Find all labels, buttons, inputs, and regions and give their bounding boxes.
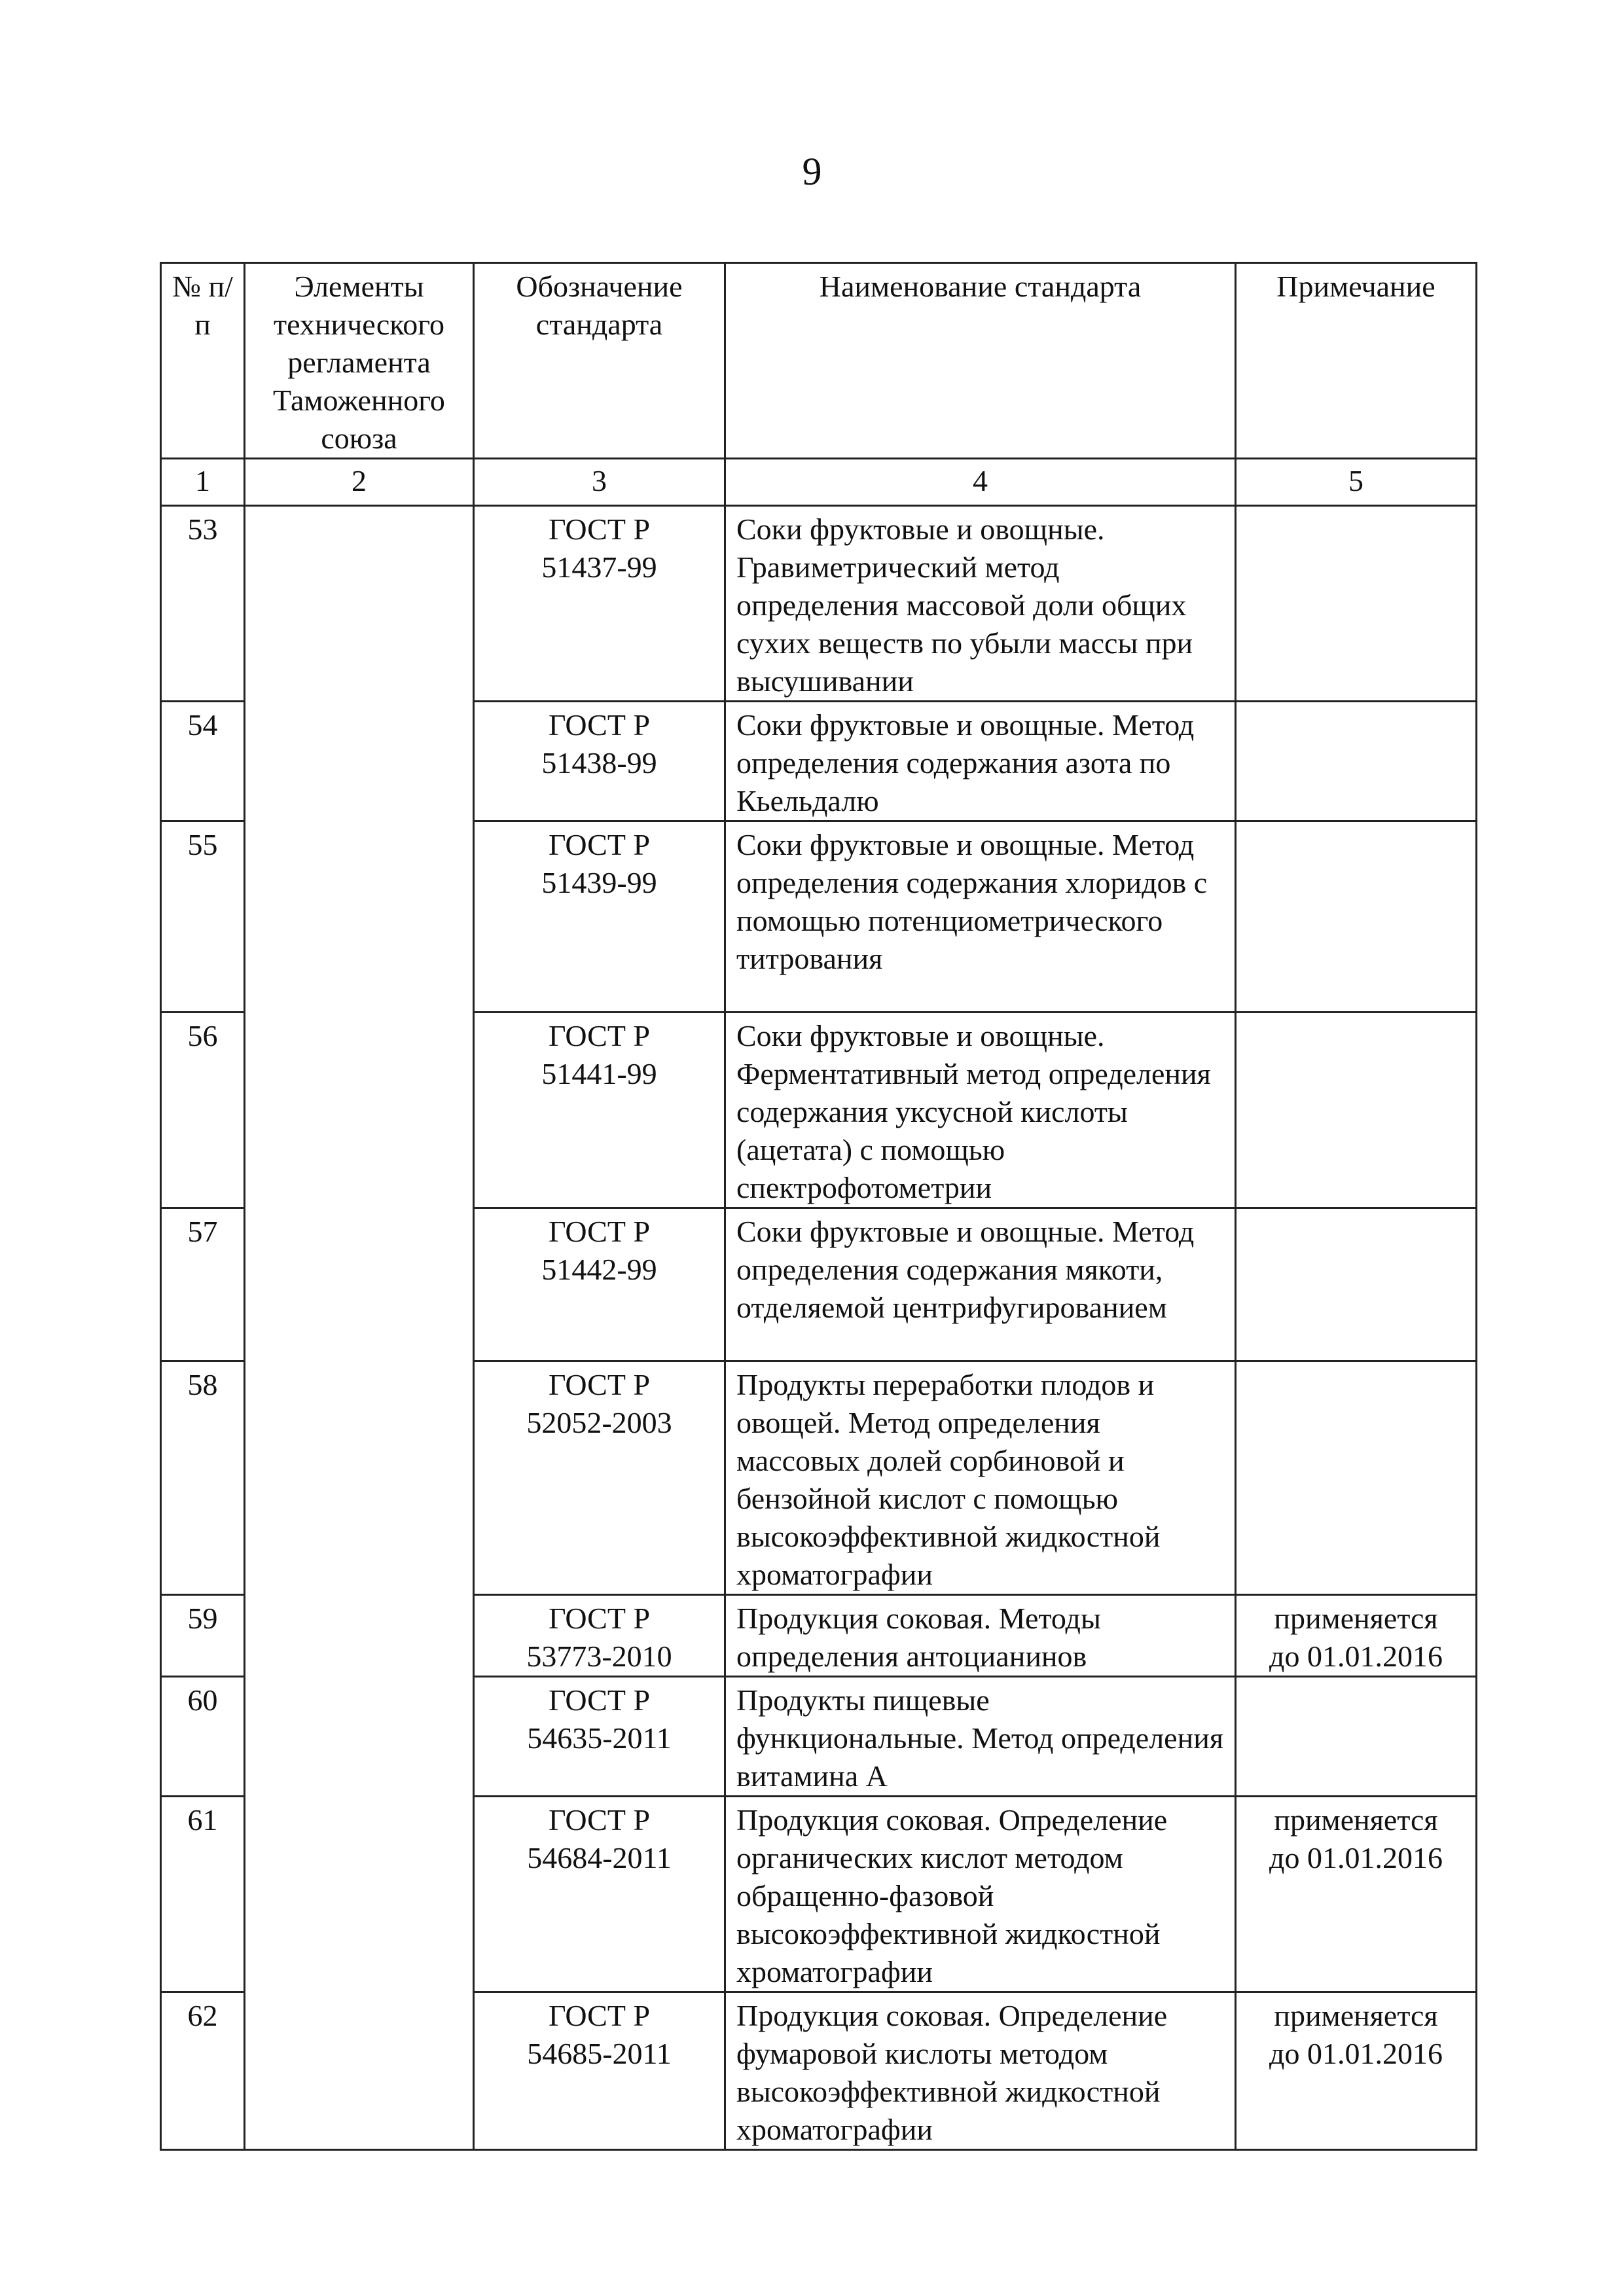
standard-code-line2: 51441-99 (541, 1057, 657, 1090)
note-line1: применяется (1274, 1999, 1438, 2032)
standard-name: Продукты переработки плодов и овощей. Метод определения массовых долей сорбиновой и бензойной кислот с помощью высокоэффективной жидкостной хроматографии (725, 1361, 1236, 1595)
row-number: 57 (161, 1208, 245, 1361)
standard-code (474, 1595, 725, 1677)
row-number: 62 (161, 1992, 245, 2150)
header-row (161, 263, 1477, 459)
standard-code-line2: 51437-99 (541, 550, 657, 584)
standard-code-line2: 51438-99 (541, 746, 657, 780)
column-number: 2 (245, 459, 474, 506)
note-line2: до 01.01.2016 (1269, 2037, 1443, 2070)
standard-code-line1: ГОСТ Р (548, 1803, 651, 1837)
standard-code-line1: ГОСТ Р (548, 1683, 651, 1717)
row-number: 54 (161, 702, 245, 821)
row-number: 53 (161, 506, 245, 702)
column-number: 1 (161, 459, 245, 506)
elements-cell (245, 506, 474, 2150)
standard-code-line1: ГОСТ Р (548, 1019, 651, 1052)
header-name: Наименование стандарта (725, 263, 1236, 459)
note-cell (1236, 1595, 1477, 1677)
note-cell (1236, 1677, 1477, 1797)
standard-name: Соки фруктовые и овощные. Гравиметрический метод определения массовой доли общих сухих веществ по убыли массы при высушивании (725, 506, 1236, 702)
note-line1: применяется (1274, 1602, 1438, 1635)
header-designation: Обозначение стандарта (474, 263, 725, 459)
header-note: Примечание (1236, 263, 1477, 459)
note-cell (1236, 506, 1477, 702)
standard-code-line2: 51442-99 (541, 1253, 657, 1286)
note-cell (1236, 1992, 1477, 2150)
standard-code-line2: 53773-2010 (526, 1640, 672, 1673)
standard-code-line1: ГОСТ Р (548, 512, 651, 546)
note-cell (1236, 1361, 1477, 1595)
note-cell (1236, 821, 1477, 1013)
note-cell (1236, 1797, 1477, 1992)
standard-code-line1: ГОСТ Р (548, 1215, 651, 1248)
note-line1: применяется (1274, 1803, 1438, 1837)
standard-code (474, 1361, 725, 1595)
standard-code (474, 1992, 725, 2150)
standard-code-line2: 52052-2003 (526, 1406, 672, 1439)
note-cell (1236, 702, 1477, 821)
standard-name: Соки фруктовые и овощные. Метод определения содержания мякоти, отделяемой центрифугированием (725, 1208, 1236, 1361)
page-number: 9 (802, 150, 822, 193)
standard-code (474, 1677, 725, 1797)
standard-code-line1: ГОСТ Р (548, 1999, 651, 2032)
standard-code (474, 702, 725, 821)
standard-name: Продукция соковая. Методы определения антоцианинов (725, 1595, 1236, 1677)
standard-code (474, 1797, 725, 1992)
standard-code (474, 821, 725, 1013)
note-cell (1236, 1013, 1477, 1208)
row-number: 56 (161, 1013, 245, 1208)
standard-name: Продукты пищевые функциональные. Метод определения витамина А (725, 1677, 1236, 1797)
note-line2: до 01.01.2016 (1269, 1841, 1443, 1874)
column-number: 4 (725, 459, 1236, 506)
standard-code-line2: 54635-2011 (527, 1721, 672, 1755)
standard-code-line2: 54684-2011 (527, 1841, 672, 1874)
row-number: 61 (161, 1797, 245, 1992)
standard-name: Соки фруктовые и овощные. Ферментативный метод определения содержания уксусной кислоты (ацетата) с помощью спектрофотометрии (725, 1013, 1236, 1208)
row-number: 60 (161, 1677, 245, 1797)
header-elements: Элементы технического регламента Таможенного союза (245, 263, 474, 459)
standard-name: Продукция соковая. Определение фумаровой кислоты методом высокоэффективной жидкостной хроматографии (725, 1992, 1236, 2150)
standards-table (160, 262, 1477, 2151)
header-num: № п/п (161, 263, 245, 459)
standard-code-line1: ГОСТ Р (548, 708, 651, 742)
standard-name: Продукция соковая. Определение органических кислот методом обращенно-фазовой высокоэффективной жидкостной хроматографии (725, 1797, 1236, 1992)
standard-code (474, 1013, 725, 1208)
standard-code-line1: ГОСТ Р (548, 828, 651, 861)
row-number: 59 (161, 1595, 245, 1677)
standard-code-line2: 54685-2011 (527, 2037, 672, 2070)
column-number: 5 (1236, 459, 1477, 506)
standard-code (474, 1208, 725, 1361)
note-line2: до 01.01.2016 (1269, 1640, 1443, 1673)
standard-code-line1: ГОСТ Р (548, 1368, 651, 1401)
column-number: 3 (474, 459, 725, 506)
row-number: 58 (161, 1361, 245, 1595)
standard-name: Соки фруктовые и овощные. Метод определения содержания хлоридов с помощью потенциометрического титрования (725, 821, 1236, 1013)
note-cell (1236, 1208, 1477, 1361)
standard-code-line1: ГОСТ Р (548, 1602, 651, 1635)
standard-name: Соки фруктовые и овощные. Метод определения содержания азота по Кьельдалю (725, 702, 1236, 821)
standard-code (474, 506, 725, 702)
row-number: 55 (161, 821, 245, 1013)
column-number-row (161, 459, 1477, 506)
standard-code-line2: 51439-99 (541, 866, 657, 899)
table-row (161, 506, 1477, 702)
